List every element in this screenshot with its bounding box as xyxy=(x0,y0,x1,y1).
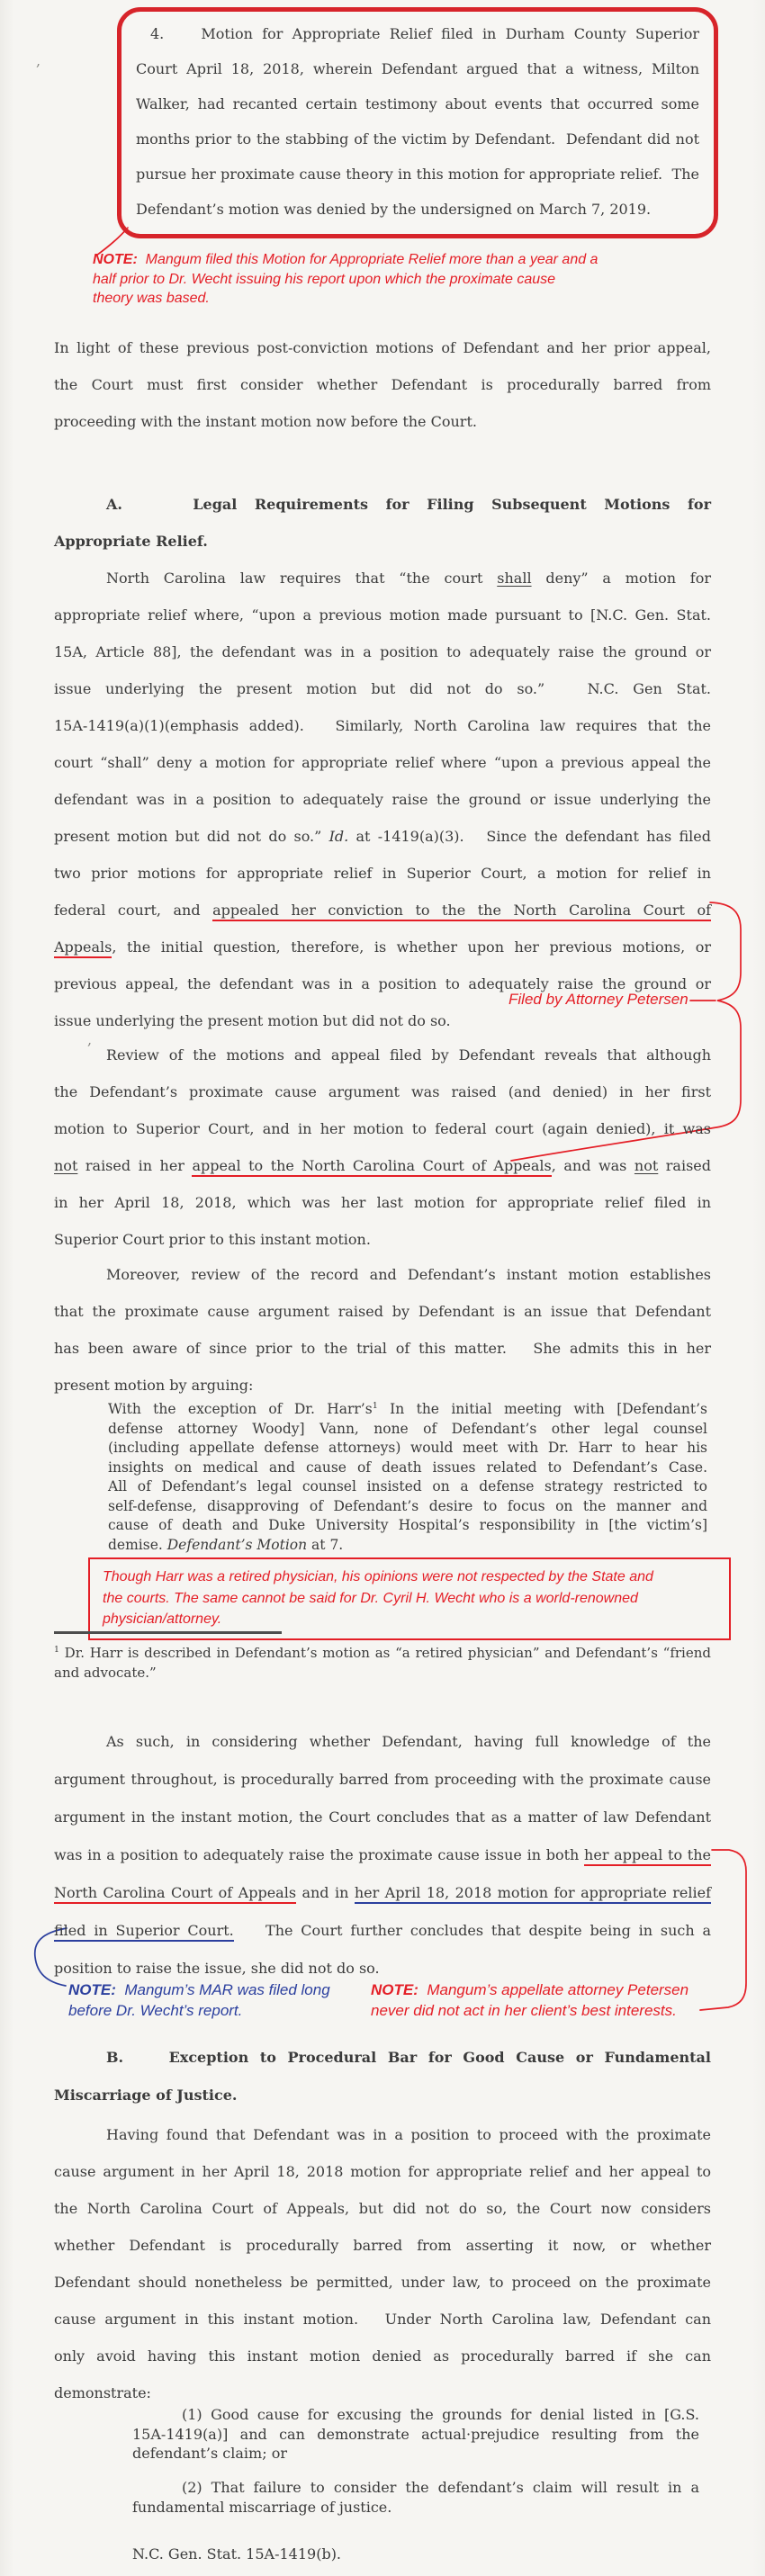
heading-b xyxy=(54,2039,711,2114)
para-nc-law-line: previous appeal, the defendant was in a position to adequately raise the ground or xyxy=(54,975,711,992)
block-quote-motion-line: (including appellate defense attorneys) would meet with Dr. Harr to hear his xyxy=(108,1440,707,1456)
para-moreover-line: that the proximate cause argument raised by Defendant is an issue that Defendant xyxy=(54,1303,711,1320)
block-quote-motion-line: demise. Defendant’s Motion at 7. xyxy=(108,1536,344,1553)
note-mar-filed-line: NOTE: Mangum’s MAR was filed long xyxy=(68,1981,330,1998)
block-quote-motion-line: insights on medical and cause of death issues related to Defendant’s Case. xyxy=(108,1459,707,1476)
note-wecht-timing-line: theory was based. xyxy=(93,291,210,306)
block-quote-motion xyxy=(108,1400,707,1555)
note-petersen-interests-line: NOTE: Mangum’s appellate attorney Petersen xyxy=(371,1981,689,1998)
para-nc-law-line: defendant was in a position to adequately raise the ground or issue underlying the xyxy=(54,791,711,808)
para-having-found-line: the North Carolina Court of Appeals, but did not do so, the Court now considers xyxy=(54,2200,711,2217)
para-having-found-line: Defendant should nonetheless be permitted, under law, to proceed on the proximate xyxy=(54,2274,711,2291)
para-moreover-line: Moreover, review of the record and Defendant’s instant motion establishes xyxy=(106,1266,711,1283)
para-as-such xyxy=(54,1723,711,1988)
para-moreover-line: has been aware of since prior to the trial of this matter. She admits this in her xyxy=(54,1340,711,1357)
list-item-2 xyxy=(132,2478,699,2517)
para-review-line: in her April 18, 2018, which was her last motion for appropriate relief filed in xyxy=(54,1194,711,1211)
para-review-line: motion to Superior Court, and in her motion to federal court (again denied), it was xyxy=(54,1120,711,1137)
list-item-2-line: fundamental miscarriage of justice. xyxy=(132,2498,392,2516)
para-review-line: not raised in her appeal to the North Carolina Court of Appeals, and was not raised xyxy=(54,1147,711,1184)
para-as-such-line: North Carolina Court of Appeals and in her April 18, 2018 motion for appropriate relief xyxy=(54,1874,711,1912)
block-quote-motion-line: self-defense, disapproving of Defendant’s desire to focus on the manner and xyxy=(108,1497,707,1514)
para-review-line: Review of the motions and appeal filed by Defendant reveals that although xyxy=(106,1046,711,1064)
note-harr-box-line: the courts. The same cannot be said for Dr. Cyril H. Wecht who is a world-renowned xyxy=(103,1590,638,1606)
stray-mark-1 xyxy=(36,54,40,68)
mar-item-4-box-line: months prior to the stabbing of the victim by Defendant. Defendant did not xyxy=(136,130,699,148)
list-item-2-line: (2) That failure to consider the defendant’s claim will result in a xyxy=(182,2479,699,2496)
mar-item-4-box xyxy=(117,7,718,238)
list-item-1-line: defendant’s claim; or xyxy=(132,2445,287,2462)
para-nc-law-line: court “shall” deny a motion for appropriate relief where “upon a previous appeal the xyxy=(54,754,711,771)
para-having-found xyxy=(54,2116,711,2411)
para-moreover xyxy=(54,1256,711,1404)
para-nc-law-line: 15A-1419(a)(1)(emphasis added). Similarly, North Carolina law requires that the xyxy=(54,717,711,734)
para-having-found-line: cause argument in her April 18, 2018 motion for appropriate relief and her appeal to xyxy=(54,2163,711,2180)
statute-cite xyxy=(132,2536,699,2572)
para-review-line: Superior Court prior to this instant motion. xyxy=(54,1231,371,1248)
para-in-light-line: proceeding with the instant motion now before the Court. xyxy=(54,413,477,430)
para-nc-law-line: 15A, Article 88], the defendant was in a position to adequately raise the ground or xyxy=(54,643,711,660)
block-quote-motion-line: cause of death and Duke University Hospital’s responsibility in [the victim’s] xyxy=(108,1517,707,1533)
block-quote-motion-line: With the exception of Dr. $Harr’s^1$ In the initial meeting with [Defendant’s xyxy=(108,1400,707,1417)
para-nc-law-line: two prior motions for appropriate relief in Superior Court, a motion for relief in xyxy=(54,865,711,882)
heading-a xyxy=(54,486,711,560)
para-in-light-line: In light of these previous post-conviction motions of Defendant and her prior appeal, xyxy=(54,339,711,356)
note-mar-filed xyxy=(68,1979,330,2021)
para-nc-law-line: Appeals, the initial question, therefore, is whether upon her previous motions, or xyxy=(54,929,711,965)
para-having-found-line: demonstrate: xyxy=(54,2384,151,2401)
list-item-1-line: (1) Good cause for excusing the grounds for denial listed in [G.S. xyxy=(182,2406,699,2423)
footnote-rule xyxy=(54,1631,282,1634)
para-having-found-line: whether Defendant is procedurally barred from asserting it now, or whether xyxy=(54,2237,711,2254)
mar-item-4-box-line: Defendant’s motion was denied by the undersigned on March 7, 2019. xyxy=(136,201,652,218)
para-nc-law-line: present motion but did not do so.” Id. at -1419(a)(3). Since the defendant has filed xyxy=(54,828,711,845)
statute-cite-line: N.C. Gen. Stat. 15A-1419(b). xyxy=(132,2545,342,2563)
para-nc-law-line: appropriate relief where, “upon a previous motion made pursuant to [N.C. Gen. Stat. xyxy=(54,606,711,624)
para-in-light xyxy=(54,329,711,440)
footnote-harr-line: $^1$ Dr. Harr is described in Defendant’s motion as “a retired physician” and Defendant’s “friend xyxy=(54,1645,711,1661)
note-wecht-timing-line: NOTE: Mangum filed this Motion for Appropriate Relief more than a year and a xyxy=(93,252,598,267)
note-harr-box-line: Though Harr was a retired physician, his opinions were not respected by the State and xyxy=(103,1569,653,1584)
para-as-such-line: As such, in considering whether Defendant, having full knowledge of the xyxy=(106,1733,711,1750)
footnote-harr xyxy=(54,1643,711,1683)
para-as-such-line: filed in Superior Court. The Court further concludes that despite being in such a xyxy=(54,1912,711,1950)
note-wecht-timing xyxy=(93,250,598,309)
para-as-such-line: position to raise the issue, she did not do so. xyxy=(54,1960,380,1977)
block-quote-motion-line: All of Defendant’s legal counsel insisted on a defense strategy restricted to xyxy=(108,1478,707,1494)
heading-b-line: Miscarriage of Justice. xyxy=(54,2087,238,2104)
para-in-light-line: the Court must first consider whether Defendant is procedurally barred from xyxy=(54,376,711,393)
para-as-such-line: argument throughout, is procedurally barred from proceeding with the proximate cause xyxy=(54,1771,711,1788)
note-wecht-timing-line: half prior to Dr. Wecht issuing his report upon which the proximate cause xyxy=(93,271,556,287)
para-review xyxy=(54,1037,711,1258)
mar-item-4-box-line: Walker, had recanted certain testimony about events that occurred some xyxy=(136,95,699,112)
list-item-1-line: 15A-1419(a)] and can demonstrate actual·prejudice resulting from the xyxy=(132,2425,699,2443)
stray-mark-1-line: , xyxy=(36,52,41,69)
note-harr-box-line: physician/attorney. xyxy=(103,1611,222,1627)
para-having-found-line: Having found that Defendant was in a position to proceed with the proximate xyxy=(106,2126,711,2143)
note-petersen-interests xyxy=(371,1979,688,2021)
block-quote-motion-line: defense attorney Woody] Vann, none of Defendant’s other legal counsel xyxy=(108,1420,707,1437)
heading-a-line: A. Legal Requirements for Filing Subsequent Motions for xyxy=(106,496,711,513)
para-having-found-line: only avoid having this instant motion denied as procedurally barred if she can xyxy=(54,2347,711,2365)
para-moreover-line: present motion by arguing: xyxy=(54,1377,254,1394)
mar-item-4-box-line: 4. Motion for Appropriate Relief filed in Durham County Superior xyxy=(150,25,699,42)
stray-mark-2-line: , xyxy=(87,1031,93,1048)
para-nc-law-line: issue underlying the present motion but did not do so.” N.C. Gen Stat. xyxy=(54,680,711,697)
para-as-such-line: was in a position to adequately raise the proximate cause issue in both her appeal to the xyxy=(54,1836,711,1874)
para-nc-law xyxy=(54,560,711,1039)
heading-a-line: Appropriate Relief. xyxy=(54,533,208,550)
para-nc-law-line: issue underlying the present motion but did not do so. xyxy=(54,1012,451,1029)
note-mar-filed-line: before Dr. Wecht’s report. xyxy=(68,2002,243,2019)
para-as-such-line: argument in the instant motion, the Court concludes that as a matter of law Defendant xyxy=(54,1809,711,1826)
footnote-harr-line: and advocate.” xyxy=(54,1665,157,1681)
para-nc-law-line: North Carolina law requires that “the court shall deny” a motion for xyxy=(106,570,712,587)
note-filed-by-petersen xyxy=(508,990,688,1010)
note-filed-by-petersen-line: Filed by Attorney Petersen xyxy=(508,991,688,1008)
mar-item-4-box-line: Court April 18, 2018, wherein Defendant argued that a witness, Milton xyxy=(136,60,699,77)
para-nc-law-line: federal court, and appealed her conviction to the the North Carolina Court of xyxy=(54,892,711,929)
note-petersen-interests-line: never did not act in her client’s best interests. xyxy=(371,2002,677,2019)
para-review-line: the Defendant’s proximate cause argument was raised (and denied) in her first xyxy=(54,1083,711,1100)
note-harr-box xyxy=(88,1557,731,1640)
list-item-1 xyxy=(132,2405,699,2464)
mar-item-4-box-line: pursue her proximate cause theory in this motion for appropriate relief. The xyxy=(136,166,699,183)
heading-b-line: B. Exception to Procedural Bar for Good Cause or Fundamental xyxy=(106,2049,711,2066)
para-having-found-line: cause argument in this instant motion. Under North Carolina law, Defendant can xyxy=(54,2311,711,2328)
